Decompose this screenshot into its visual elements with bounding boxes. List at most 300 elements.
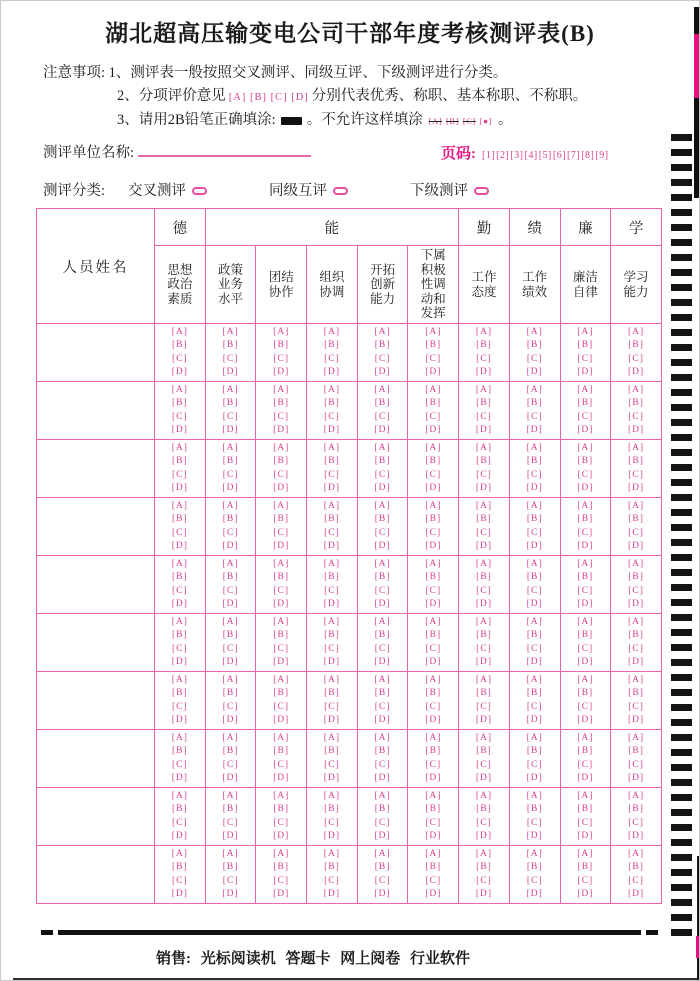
bubble-option[interactable]: [B]	[476, 340, 492, 351]
bubble-option[interactable]: [C]	[425, 817, 442, 828]
bubble-option[interactable]: [C]	[628, 759, 644, 770]
bubble-option[interactable]: [B]	[222, 340, 239, 351]
bubble-option[interactable]: [C]	[577, 701, 594, 712]
bubble-option[interactable]: [C]	[222, 701, 239, 712]
bubble-option[interactable]: [B]	[273, 862, 290, 873]
unit-name-field[interactable]	[138, 142, 311, 157]
bubble-option[interactable]: [B]	[476, 688, 492, 699]
bubble-option[interactable]: [A]	[222, 849, 239, 860]
bubble-option[interactable]: [A]	[171, 849, 188, 860]
bubble-option[interactable]: [D]	[475, 888, 493, 899]
bubble-option[interactable]: [B]	[172, 456, 188, 467]
bubble-option[interactable]: [D]	[323, 772, 340, 783]
bubble-option[interactable]: [C]	[222, 875, 239, 886]
name-write-in-cell[interactable]	[37, 440, 155, 498]
bubble-option[interactable]: [D]	[475, 366, 493, 377]
bubble-option[interactable]: [A]	[526, 733, 543, 744]
bubble-option[interactable]: [A]	[323, 443, 340, 454]
page-number-bubble[interactable]: [5]	[538, 150, 552, 161]
bubble-option[interactable]: [A]	[374, 501, 391, 512]
bubble-option[interactable]: [A]	[627, 501, 645, 512]
bubble-option[interactable]: [C]	[476, 353, 492, 364]
bubble-option[interactable]: [B]	[628, 340, 644, 351]
bubble-option[interactable]: [B]	[577, 340, 594, 351]
bubble-option[interactable]: [D]	[323, 888, 340, 899]
bubble-option[interactable]: [C]	[425, 759, 442, 770]
bubble-option[interactable]: [C]	[324, 411, 340, 422]
bubble-option[interactable]: [D]	[627, 714, 645, 725]
bubble-option[interactable]: [C]	[324, 701, 340, 712]
bubble-option[interactable]: [A]	[526, 675, 543, 686]
bubble-option[interactable]: [C]	[476, 411, 492, 422]
bubble-option[interactable]: [B]	[172, 804, 188, 815]
bubble-option[interactable]: [B]	[273, 398, 290, 409]
bubble-option[interactable]: [B]	[577, 804, 594, 815]
bubble-option[interactable]: [A]	[171, 675, 188, 686]
bubble-option[interactable]: [D]	[425, 482, 442, 493]
bubble-option[interactable]: [A]	[475, 733, 493, 744]
bubble-option[interactable]: [D]	[171, 714, 188, 725]
bubble-option[interactable]: [A]	[577, 617, 594, 628]
bubble-option[interactable]: [A]	[222, 675, 239, 686]
bubble-option[interactable]: [D]	[323, 656, 340, 667]
bubble-option[interactable]: [C]	[273, 875, 290, 886]
bubble-option[interactable]: [B]	[172, 572, 188, 583]
bubble-option[interactable]: [C]	[374, 701, 391, 712]
bubble-option[interactable]: [D]	[374, 540, 391, 551]
bubble-option[interactable]: [D]	[627, 772, 645, 783]
bubble-option[interactable]: [C]	[476, 585, 492, 596]
bubble-option[interactable]: [D]	[171, 540, 188, 551]
bubble-option[interactable]: [D]	[627, 366, 645, 377]
bubble-option[interactable]: [A]	[171, 617, 188, 628]
bubble-option[interactable]: [A]	[475, 385, 493, 396]
bubble-option[interactable]: [C]	[526, 817, 543, 828]
bubble-option[interactable]: [D]	[526, 714, 543, 725]
bubble-option[interactable]: [B]	[526, 514, 543, 525]
bubble-option[interactable]: [D]	[374, 772, 391, 783]
bubble-option[interactable]: [D]	[425, 772, 442, 783]
bubble-option[interactable]: [C]	[425, 411, 442, 422]
bubble-option[interactable]: [A]	[323, 617, 340, 628]
bubble-option[interactable]: [D]	[526, 366, 543, 377]
page-number-bubble[interactable]: [1]	[482, 150, 496, 161]
bubble-option[interactable]: [A]	[222, 443, 239, 454]
bubble-option[interactable]: [A]	[323, 675, 340, 686]
bubble-option[interactable]: [C]	[324, 759, 340, 770]
bubble-option[interactable]: [D]	[273, 772, 290, 783]
bubble-option[interactable]: [B]	[222, 398, 239, 409]
bubble-option[interactable]: [B]	[476, 514, 492, 525]
bubble-option[interactable]: [D]	[425, 888, 442, 899]
bubble-option[interactable]: [D]	[222, 714, 239, 725]
bubble-option[interactable]: [B]	[425, 572, 442, 583]
bubble-option[interactable]: [A]	[526, 385, 543, 396]
bubble-option[interactable]: [B]	[628, 862, 644, 873]
bubble-option[interactable]: [C]	[324, 817, 340, 828]
bubble-option[interactable]: [A]	[374, 443, 391, 454]
bubble-option[interactable]: [D]	[374, 598, 391, 609]
bubble-option[interactable]: [D]	[425, 714, 442, 725]
bubble-option[interactable]: [D]	[374, 424, 391, 435]
bubble-option[interactable]: [D]	[425, 366, 442, 377]
bubble-option[interactable]: [B]	[476, 746, 492, 757]
bubble-option[interactable]: [A]	[171, 385, 188, 396]
bubble-option[interactable]: [A]	[273, 327, 290, 338]
bubble-option[interactable]: [D]	[425, 830, 442, 841]
bubble-option[interactable]: [C]	[628, 643, 644, 654]
bubble-option[interactable]: [C]	[222, 817, 239, 828]
classification-checkbox[interactable]	[333, 187, 348, 195]
bubble-option[interactable]: [C]	[172, 469, 188, 480]
bubble-option[interactable]: [A]	[374, 327, 391, 338]
page-number-bubble[interactable]: [6]	[552, 150, 567, 161]
bubble-option[interactable]: [D]	[627, 656, 645, 667]
bubble-option[interactable]: [D]	[577, 656, 594, 667]
name-write-in-cell[interactable]	[37, 788, 155, 846]
bubble-option[interactable]: [A]	[475, 617, 493, 628]
bubble-option[interactable]: [C]	[526, 527, 543, 538]
name-write-in-cell[interactable]	[37, 614, 155, 672]
bubble-option[interactable]: [B]	[476, 804, 492, 815]
bubble-option[interactable]: [A]	[171, 791, 188, 802]
bubble-option[interactable]: [D]	[273, 888, 290, 899]
bubble-option[interactable]: [D]	[222, 830, 239, 841]
bubble-option[interactable]: [C]	[324, 643, 340, 654]
bubble-option[interactable]: [D]	[526, 772, 543, 783]
bubble-option[interactable]: [D]	[171, 656, 188, 667]
bubble-option[interactable]: [C]	[476, 643, 492, 654]
bubble-option[interactable]: [B]	[374, 630, 391, 641]
bubble-option[interactable]: [C]	[577, 585, 594, 596]
bubble-option[interactable]: [B]	[628, 804, 644, 815]
bubble-option[interactable]: [D]	[526, 540, 543, 551]
bubble-option[interactable]: [C]	[526, 585, 543, 596]
bubble-option[interactable]: [C]	[374, 469, 391, 480]
bubble-option[interactable]: [B]	[222, 514, 239, 525]
bubble-option[interactable]: [D]	[222, 656, 239, 667]
bubble-option[interactable]: [C]	[172, 701, 188, 712]
bubble-option[interactable]: [A]	[171, 559, 188, 570]
bubble-option[interactable]: [C]	[628, 527, 644, 538]
bubble-option[interactable]: [C]	[273, 643, 290, 654]
bubble-option[interactable]: [C]	[172, 527, 188, 538]
bubble-option[interactable]: [C]	[222, 411, 239, 422]
bubble-option[interactable]: [D]	[526, 482, 543, 493]
bubble-option[interactable]: [C]	[324, 875, 340, 886]
bubble-option[interactable]: [A]	[627, 617, 645, 628]
bubble-option[interactable]: [B]	[273, 630, 290, 641]
bubble-option[interactable]: [C]	[425, 643, 442, 654]
bubble-option[interactable]: [B]	[628, 456, 644, 467]
bubble-option[interactable]: [B]	[222, 572, 239, 583]
bubble-option[interactable]: [D]	[374, 366, 391, 377]
bubble-option[interactable]: [A]	[475, 501, 493, 512]
bubble-option[interactable]: [C]	[273, 759, 290, 770]
bubble-option[interactable]: [A]	[526, 791, 543, 802]
bubble-option[interactable]: [B]	[526, 398, 543, 409]
bubble-option[interactable]: [C]	[577, 817, 594, 828]
bubble-option[interactable]: [A]	[323, 385, 340, 396]
bubble-option[interactable]: [A]	[577, 559, 594, 570]
bubble-option[interactable]: [A]	[475, 849, 493, 860]
bubble-option[interactable]: [D]	[222, 366, 239, 377]
bubble-option[interactable]: [A]	[323, 849, 340, 860]
bubble-option[interactable]: [A]	[374, 791, 391, 802]
bubble-option[interactable]: [C]	[222, 527, 239, 538]
bubble-option[interactable]: [D]	[577, 366, 594, 377]
bubble-option[interactable]: [D]	[425, 598, 442, 609]
bubble-option[interactable]: [D]	[577, 424, 594, 435]
bubble-option[interactable]: [A]	[577, 327, 594, 338]
bubble-option[interactable]: [A]	[425, 733, 442, 744]
bubble-option[interactable]: [D]	[222, 598, 239, 609]
bubble-option[interactable]: [C]	[374, 875, 391, 886]
bubble-option[interactable]: [C]	[577, 643, 594, 654]
bubble-option[interactable]: [C]	[425, 701, 442, 712]
bubble-option[interactable]: [C]	[628, 817, 644, 828]
bubble-option[interactable]: [A]	[273, 385, 290, 396]
bubble-option[interactable]: [D]	[475, 656, 493, 667]
name-write-in-cell[interactable]	[37, 382, 155, 440]
bubble-option[interactable]: [D]	[171, 366, 188, 377]
bubble-option[interactable]: [D]	[425, 540, 442, 551]
bubble-option[interactable]: [B]	[425, 746, 442, 757]
name-write-in-cell[interactable]	[37, 498, 155, 556]
bubble-option[interactable]: [D]	[577, 540, 594, 551]
bubble-option[interactable]: [D]	[577, 888, 594, 899]
bubble-option[interactable]: [B]	[476, 456, 492, 467]
bubble-option[interactable]: [C]	[172, 643, 188, 654]
bubble-option[interactable]: [C]	[172, 585, 188, 596]
bubble-option[interactable]: [D]	[273, 598, 290, 609]
bubble-option[interactable]: [B]	[476, 862, 492, 873]
bubble-option[interactable]: [A]	[627, 675, 645, 686]
bubble-option[interactable]: [D]	[374, 482, 391, 493]
page-number-bubble[interactable]: [9]	[595, 150, 609, 161]
bubble-option[interactable]: [C]	[273, 469, 290, 480]
bubble-option[interactable]: [B]	[324, 630, 340, 641]
bubble-option[interactable]: [C]	[222, 585, 239, 596]
bubble-option[interactable]: [B]	[476, 630, 492, 641]
classification-checkbox[interactable]	[474, 187, 489, 195]
bubble-option[interactable]: [B]	[273, 804, 290, 815]
bubble-option[interactable]: [B]	[374, 746, 391, 757]
bubble-option[interactable]: [A]	[374, 385, 391, 396]
bubble-option[interactable]: [A]	[171, 443, 188, 454]
bubble-option[interactable]: [A]	[526, 559, 543, 570]
bubble-option[interactable]: [B]	[577, 514, 594, 525]
bubble-option[interactable]: [D]	[526, 424, 543, 435]
bubble-option[interactable]: [A]	[425, 617, 442, 628]
bubble-option[interactable]: [D]	[273, 424, 290, 435]
bubble-option[interactable]: [B]	[324, 688, 340, 699]
page-number-bubble[interactable]: [3]	[510, 150, 524, 161]
bubble-option[interactable]: [D]	[526, 598, 543, 609]
bubble-option[interactable]: [D]	[222, 772, 239, 783]
bubble-option[interactable]: [A]	[323, 733, 340, 744]
bubble-option[interactable]: [C]	[526, 469, 543, 480]
bubble-option[interactable]: [C]	[526, 759, 543, 770]
bubble-option[interactable]: [D]	[475, 830, 493, 841]
page-number-bubble[interactable]: [2]	[496, 150, 510, 161]
bubble-option[interactable]: [A]	[273, 617, 290, 628]
bubble-option[interactable]: [B]	[425, 862, 442, 873]
page-number-bubble[interactable]: [7]	[567, 150, 581, 161]
bubble-option[interactable]: [D]	[273, 830, 290, 841]
bubble-option[interactable]: [B]	[172, 340, 188, 351]
bubble-option[interactable]: [A]	[171, 733, 188, 744]
bubble-option[interactable]: [C]	[222, 353, 239, 364]
bubble-option[interactable]: [D]	[526, 888, 543, 899]
bubble-option[interactable]: [A]	[323, 559, 340, 570]
page-number-bubble[interactable]: [8]	[581, 150, 595, 161]
bubble-option[interactable]: [A]	[627, 559, 645, 570]
bubble-option[interactable]: [C]	[425, 875, 442, 886]
bubble-option[interactable]: [B]	[374, 804, 391, 815]
bubble-option[interactable]: [D]	[222, 540, 239, 551]
bubble-option[interactable]: [D]	[627, 424, 645, 435]
bubble-option[interactable]: [B]	[374, 514, 391, 525]
bubble-option[interactable]: [C]	[628, 353, 644, 364]
bubble-option[interactable]: [D]	[526, 830, 543, 841]
bubble-option[interactable]: [A]	[475, 443, 493, 454]
bubble-option[interactable]: [D]	[323, 714, 340, 725]
bubble-option[interactable]: [A]	[273, 443, 290, 454]
bubble-option[interactable]: [A]	[222, 501, 239, 512]
bubble-option[interactable]: [B]	[628, 688, 644, 699]
bubble-option[interactable]: [B]	[526, 746, 543, 757]
bubble-option[interactable]: [C]	[425, 353, 442, 364]
bubble-option[interactable]: [C]	[425, 585, 442, 596]
bubble-option[interactable]: [B]	[526, 804, 543, 815]
name-write-in-cell[interactable]	[37, 556, 155, 614]
bubble-option[interactable]: [A]	[425, 849, 442, 860]
bubble-option[interactable]: [C]	[526, 875, 543, 886]
bubble-option[interactable]: [B]	[324, 514, 340, 525]
bubble-option[interactable]: [C]	[577, 353, 594, 364]
bubble-option[interactable]: [B]	[577, 630, 594, 641]
bubble-option[interactable]: [C]	[172, 817, 188, 828]
bubble-option[interactable]: [C]	[577, 875, 594, 886]
bubble-option[interactable]: [D]	[577, 714, 594, 725]
bubble-option[interactable]: [C]	[374, 411, 391, 422]
bubble-option[interactable]: [A]	[273, 733, 290, 744]
bubble-option[interactable]: [B]	[324, 456, 340, 467]
bubble-option[interactable]: [B]	[577, 746, 594, 757]
bubble-option[interactable]: [A]	[475, 559, 493, 570]
bubble-option[interactable]: [C]	[172, 759, 188, 770]
bubble-option[interactable]: [B]	[222, 688, 239, 699]
bubble-option[interactable]: [C]	[577, 411, 594, 422]
bubble-option[interactable]: [A]	[577, 385, 594, 396]
bubble-option[interactable]: [C]	[628, 411, 644, 422]
bubble-option[interactable]: [C]	[273, 353, 290, 364]
bubble-option[interactable]: [C]	[324, 527, 340, 538]
bubble-option[interactable]: [D]	[273, 656, 290, 667]
bubble-option[interactable]: [B]	[222, 456, 239, 467]
bubble-option[interactable]: [A]	[171, 327, 188, 338]
bubble-option[interactable]: [D]	[627, 888, 645, 899]
bubble-option[interactable]: [A]	[577, 733, 594, 744]
bubble-option[interactable]: [B]	[324, 572, 340, 583]
bubble-option[interactable]: [A]	[374, 559, 391, 570]
bubble-option[interactable]: [B]	[526, 688, 543, 699]
bubble-option[interactable]: [B]	[273, 688, 290, 699]
bubble-option[interactable]: [A]	[577, 501, 594, 512]
bubble-option[interactable]: [B]	[172, 398, 188, 409]
bubble-option[interactable]: [B]	[577, 862, 594, 873]
bubble-option[interactable]: [C]	[172, 875, 188, 886]
bubble-option[interactable]: [C]	[222, 759, 239, 770]
bubble-option[interactable]: [B]	[425, 688, 442, 699]
bubble-option[interactable]: [C]	[273, 817, 290, 828]
bubble-option[interactable]: [D]	[273, 366, 290, 377]
bubble-option[interactable]: [B]	[374, 456, 391, 467]
bubble-option[interactable]: [B]	[577, 456, 594, 467]
bubble-option[interactable]: [A]	[222, 327, 239, 338]
bubble-option[interactable]: [A]	[475, 327, 493, 338]
bubble-option[interactable]: [C]	[273, 701, 290, 712]
bubble-option[interactable]: [B]	[628, 746, 644, 757]
bubble-option[interactable]: [B]	[628, 630, 644, 641]
bubble-option[interactable]: [C]	[476, 817, 492, 828]
bubble-option[interactable]: [C]	[628, 585, 644, 596]
bubble-option[interactable]: [B]	[324, 398, 340, 409]
bubble-option[interactable]: [A]	[627, 791, 645, 802]
bubble-option[interactable]: [B]	[273, 572, 290, 583]
bubble-option[interactable]: [A]	[475, 791, 493, 802]
bubble-option[interactable]: [D]	[374, 888, 391, 899]
bubble-option[interactable]: [B]	[526, 340, 543, 351]
bubble-option[interactable]: [B]	[374, 688, 391, 699]
bubble-option[interactable]: [D]	[475, 424, 493, 435]
bubble-option[interactable]: [C]	[374, 353, 391, 364]
bubble-option[interactable]: [D]	[323, 482, 340, 493]
bubble-option[interactable]: [A]	[425, 443, 442, 454]
bubble-option[interactable]: [B]	[374, 572, 391, 583]
bubble-option[interactable]: [D]	[222, 888, 239, 899]
bubble-option[interactable]: [B]	[324, 804, 340, 815]
bubble-option[interactable]: [A]	[475, 675, 493, 686]
bubble-option[interactable]: [A]	[273, 559, 290, 570]
bubble-option[interactable]: [C]	[476, 469, 492, 480]
bubble-option[interactable]: [D]	[627, 482, 645, 493]
bubble-option[interactable]: [A]	[627, 327, 645, 338]
bubble-option[interactable]: [A]	[425, 559, 442, 570]
bubble-option[interactable]: [B]	[425, 398, 442, 409]
bubble-option[interactable]: [C]	[324, 469, 340, 480]
bubble-option[interactable]: [A]	[577, 675, 594, 686]
bubble-option[interactable]: [A]	[222, 733, 239, 744]
bubble-option[interactable]: [A]	[526, 501, 543, 512]
bubble-option[interactable]: [A]	[526, 617, 543, 628]
name-write-in-cell[interactable]	[37, 324, 155, 382]
bubble-option[interactable]: [B]	[222, 630, 239, 641]
bubble-option[interactable]: [B]	[374, 862, 391, 873]
bubble-option[interactable]: [C]	[628, 701, 644, 712]
bubble-option[interactable]: [D]	[323, 598, 340, 609]
bubble-option[interactable]: [C]	[526, 701, 543, 712]
bubble-option[interactable]: [A]	[627, 443, 645, 454]
bubble-option[interactable]: [B]	[425, 514, 442, 525]
bubble-option[interactable]: [B]	[577, 688, 594, 699]
bubble-option[interactable]: [B]	[172, 688, 188, 699]
bubble-option[interactable]: [C]	[273, 585, 290, 596]
bubble-option[interactable]: [D]	[374, 656, 391, 667]
bubble-option[interactable]: [D]	[627, 598, 645, 609]
bubble-option[interactable]: [D]	[577, 598, 594, 609]
